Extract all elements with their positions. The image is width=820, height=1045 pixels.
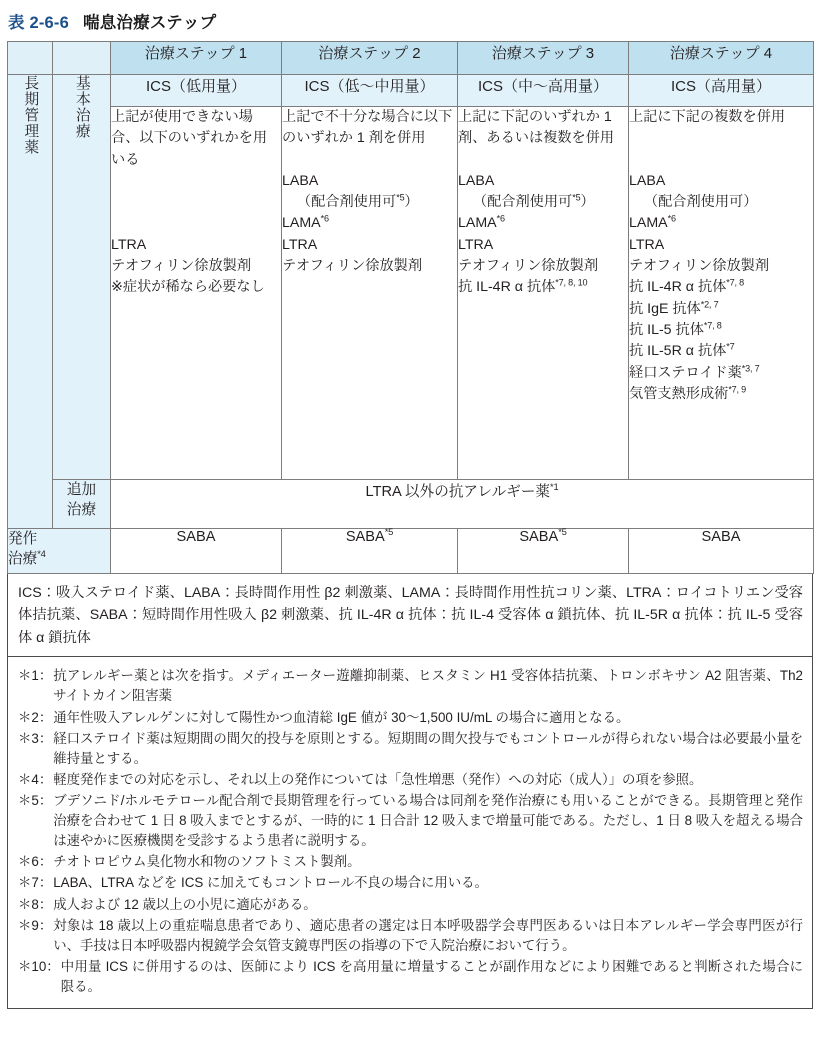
step4-thermoplasty-note: *7, 9 — [728, 384, 747, 395]
step4-ige-text: 抗 IgE 抗体 — [629, 300, 701, 317]
step2-drug-ltra: LTRA — [282, 236, 318, 253]
basic-treatment-row — [8, 107, 814, 480]
row-label-long-term-text: 長期管理薬 — [22, 75, 39, 156]
figure-number: 表 2-6-6 — [8, 14, 70, 32]
step3-il4r-text: 抗 IL-4R α 抗体 — [458, 279, 556, 296]
step4-il4r-text: 抗 IL-4R α 抗体 — [629, 279, 727, 296]
step4-drug-theophylline: テオフィリン徐放製剤 — [629, 258, 770, 275]
footnote-item — [18, 708, 803, 728]
step4-il5-note: *7, 8 — [703, 320, 722, 331]
attack-treatment-step-1 — [111, 529, 282, 574]
header-corner-blank-1 — [8, 42, 53, 75]
ics-dose-step-1: ICS（低用量） — [111, 75, 282, 107]
step4-drug-lama — [629, 213, 813, 234]
footnote-text: 経口ステロイド薬は短期間の間欠的投与を原則とする。短期間の間欠投与でもコントロールが得られない場合は必要最小量を維持量とする。 — [53, 730, 803, 766]
footnote-item — [18, 666, 803, 706]
footnote-text: 通年性吸入アレルゲンに対して陽性かつ血清総 IgE 値が 30〜1,500 IU/mL の場合に適用となる。 — [53, 709, 630, 725]
additional-treatment-text: LTRA 以外の抗アレルギー薬 — [365, 484, 551, 500]
step4-oral-steroid-text: 経口ステロイド薬 — [629, 364, 742, 381]
header-step-1: 治療ステップ 1 — [111, 42, 282, 75]
additional-treatment-note: *1 — [550, 482, 559, 493]
step4-ige-note: *2, 7 — [700, 298, 719, 309]
step2-intro: 上記で不十分な場合に以下のいずれか 1 剤を併用 — [282, 109, 453, 147]
step3-drug-theophylline: テオフィリン徐放製剤 — [458, 258, 599, 275]
footnote-mark: ＊10： — [18, 958, 60, 974]
ics-dose-row — [8, 75, 814, 107]
asthma-treatment-steps-table — [7, 41, 814, 574]
step3-lama-note: *6 — [496, 213, 505, 224]
footnote-mark: ＊7： — [18, 875, 53, 891]
figure-caption — [0, 0, 820, 41]
step4-spacer-b — [629, 150, 813, 171]
step2-drug-theophylline: テオフィリン徐放製剤 — [282, 258, 423, 275]
row-label-long-term-management — [8, 75, 53, 529]
attack-saba-2: SABA — [345, 529, 385, 545]
footnote-text: LABA、LTRA などを ICS に加えてもコントロール不良の場合に用いる。 — [53, 875, 488, 891]
ics-dose-step-3: ICS（中〜高用量） — [458, 75, 629, 107]
attack-treatment-row — [8, 529, 814, 574]
step4-drug-oral-steroid — [629, 363, 813, 384]
step4-lama-note: *6 — [667, 213, 676, 224]
abbreviation-legend: ICS：吸入ステロイド薬、LABA：長時間作用性 β2 刺激薬、LAMA：長時間作用性抗コリン薬、LTRA：ロイコトリエン受容体拮抗薬、SABA：短時間作用性吸入 β2 刺激薬、抗 IL-4R α 抗体：抗 IL-4 受容体 α 鎖抗体、抗 IL-5R α 抗体：抗 IL-5 受容体 α 鎖抗体 — [7, 574, 813, 657]
step3-laba-combo-note: *5 — [572, 192, 581, 203]
additional-treatment-row — [8, 480, 814, 529]
footnote-mark: ＊6： — [18, 854, 53, 870]
footnote-text: 軽度発作までの対応を示し、それ以上の発作については「急性増悪（発作）への対応（成人）」の項を参照。 — [53, 771, 703, 787]
footnote-mark: ＊9： — [18, 917, 53, 933]
step4-drug-anti-il5r — [629, 341, 813, 362]
step2-laba-combo-close: ） — [404, 194, 419, 211]
footnote-text: 中用量 ICS に併用するのは、医師により ICS を高用量に増量することが副作用などにより困難であると判断された場合に限る。 — [60, 958, 803, 994]
step3-drug-anti-il4r — [458, 277, 628, 298]
step3-il4r-note: *7, 8, 10 — [555, 277, 588, 288]
step4-spacer-a — [629, 128, 813, 149]
row-label-attack-treatment — [8, 529, 111, 574]
attack-saba-3: SABA — [519, 529, 559, 545]
attack-saba-1: SABA — [176, 529, 216, 545]
step2-spacer — [282, 150, 457, 171]
footnote-item — [18, 791, 803, 851]
header-step-3: 治療ステップ 3 — [458, 42, 629, 75]
attack-label-note: *4 — [37, 549, 46, 560]
step4-drug-laba: LABA — [629, 172, 666, 189]
step4-intro: 上記に下記の複数を併用 — [629, 109, 786, 125]
attack-label-line1: 発作 — [8, 531, 38, 547]
table-header-row — [8, 42, 814, 75]
row-label-additional-treatment — [53, 480, 111, 529]
footnote-mark: ＊1： — [18, 668, 53, 684]
step1-spacer-c — [111, 213, 281, 234]
step4-drug-bronchial-thermoplasty — [629, 384, 813, 405]
step4-oral-steroid-note: *3, 7 — [741, 362, 760, 373]
basic-treatment-step-2 — [282, 107, 458, 480]
footnote-item — [18, 852, 803, 872]
step4-il5r-text: 抗 IL-5R α 抗体 — [629, 343, 727, 360]
footnotes-block — [7, 657, 813, 1009]
step2-laba-combo-note: *5 — [396, 192, 405, 203]
header-step-4: 治療ステップ 4 — [629, 42, 814, 75]
basic-treatment-step-3 — [458, 107, 629, 480]
step1-spacer-a — [111, 171, 281, 192]
footnote-item — [18, 916, 803, 956]
attack-treatment-step-2 — [282, 529, 458, 574]
step4-drug-anti-il5 — [629, 320, 813, 341]
step3-laba-combo-close: ） — [580, 194, 595, 211]
footnote-mark: ＊5： — [18, 792, 53, 808]
footnote-mark: ＊2： — [18, 709, 53, 725]
footnote-text: ブデソニド/ホルモテロール配合剤で長期管理を行っている場合は同剤を発作治療にも用いることができる。長期管理と発作治療を合わせて 1 日 8 吸入までとするが、一時的に 1 日合計 12 吸入まで増量可能である。ただし、1 日 8 吸入を超える場合は速やかに医療機関を受診するよう患者に説明する。 — [53, 792, 803, 849]
vertical-label-wrap-basic — [53, 75, 110, 139]
basic-treatment-step-1 — [111, 107, 282, 480]
figure-title: 喘息治療ステップ — [83, 14, 217, 32]
row-label-basic-treatment — [53, 75, 111, 480]
step3-intro: 上記に下記のいずれか 1 剤、あるいは複数を併用 — [458, 109, 615, 147]
step2-drug-lama — [282, 213, 457, 234]
attack-label-line2 — [8, 549, 110, 569]
footnote-item — [18, 873, 803, 893]
attack-label-line2-text: 治療 — [8, 551, 38, 568]
header-step-2: 治療ステップ 2 — [282, 42, 458, 75]
step2-drug-laba-combination — [282, 192, 457, 213]
step3-laba-combo-text: （配合剤使用可 — [472, 194, 573, 211]
step4-lama-text: LAMA — [629, 215, 668, 232]
basic-treatment-step-4 — [629, 107, 814, 480]
step3-spacer — [458, 150, 628, 171]
step3-drug-laba: LABA — [458, 172, 495, 189]
ics-dose-step-4: ICS（高用量） — [629, 75, 814, 107]
attack-treatment-step-4 — [629, 529, 814, 574]
footnote-item — [18, 770, 803, 790]
additional-label-line2: 治療 — [66, 502, 97, 519]
step3-drug-laba-combination — [458, 192, 628, 213]
footnote-mark: ＊3： — [18, 730, 53, 746]
attack-treatment-step-3 — [458, 529, 629, 574]
step4-il4r-note: *7, 8 — [726, 277, 744, 288]
footnote-text: 対象は 18 歳以上の重症喘息患者であり、適応患者の選定は日本呼吸器学会専門医あるいは日本アレルギー学会専門医が行い、手技は日本呼吸器内視鏡学会気管支鏡専門医の指導の下で入院治療において行う。 — [53, 917, 803, 953]
attack-saba-3-note: *5 — [558, 527, 567, 538]
step4-drug-ltra: LTRA — [629, 236, 665, 253]
step2-laba-combo-text: （配合剤使用可 — [296, 194, 397, 211]
additional-treatment-content — [111, 480, 814, 529]
step3-drug-lama — [458, 213, 628, 234]
step2-drug-laba: LABA — [282, 172, 319, 189]
ics-dose-step-2: ICS（低〜中用量） — [282, 75, 458, 107]
step1-spacer-b — [111, 192, 281, 213]
step1-drug-ltra: LTRA — [111, 236, 147, 253]
footnote-text: 成人および 12 歳以上の小児に適応がある。 — [53, 896, 317, 912]
additional-label-line1: 追加 — [66, 482, 97, 498]
step4-drug-laba-combination: （配合剤使用可） — [643, 194, 758, 211]
step4-drug-anti-ige — [629, 299, 813, 320]
attack-saba-2-note: *5 — [384, 527, 394, 538]
step4-il5-text: 抗 IL-5 抗体 — [629, 321, 704, 338]
vertical-label-wrap-long-term — [8, 75, 52, 156]
attack-saba-4: SABA — [701, 529, 741, 545]
footnote-text: チオトロピウム臭化物水和物のソフトミスト製剤。 — [53, 854, 361, 870]
step1-note-rare-symptoms: ※症状が稀なら必要なし — [111, 279, 265, 296]
step2-lama-text: LAMA — [282, 215, 321, 232]
row-label-basic-treatment-text: 基本治療 — [73, 75, 90, 140]
step4-thermoplasty-text: 気管支熱形成術 — [629, 385, 729, 402]
footnote-mark: ＊4： — [18, 771, 53, 787]
step1-intro: 上記が使用できない場合、以下のいずれかを用いる — [111, 109, 268, 168]
header-corner-blank-2 — [53, 42, 111, 75]
step1-drug-theophylline: テオフィリン徐放製剤 — [111, 258, 252, 275]
footnote-text: 抗アレルギー薬とは次を指す。メディエーター遊離抑制薬、ヒスタミン H1 受容体拮抗薬、トロンボキサン A2 阻害薬、Th2 サイトカイン阻害薬 — [53, 668, 803, 704]
step4-drug-anti-il4r — [629, 277, 813, 298]
step2-lama-note: *6 — [320, 213, 329, 224]
step3-drug-ltra: LTRA — [458, 236, 494, 253]
step4-il5r-note: *7 — [726, 341, 735, 352]
step3-lama-text: LAMA — [458, 215, 497, 232]
footnote-item — [18, 729, 803, 769]
footnote-mark: ＊8： — [18, 896, 53, 912]
footnote-item — [18, 895, 803, 915]
footnote-item — [18, 957, 803, 997]
